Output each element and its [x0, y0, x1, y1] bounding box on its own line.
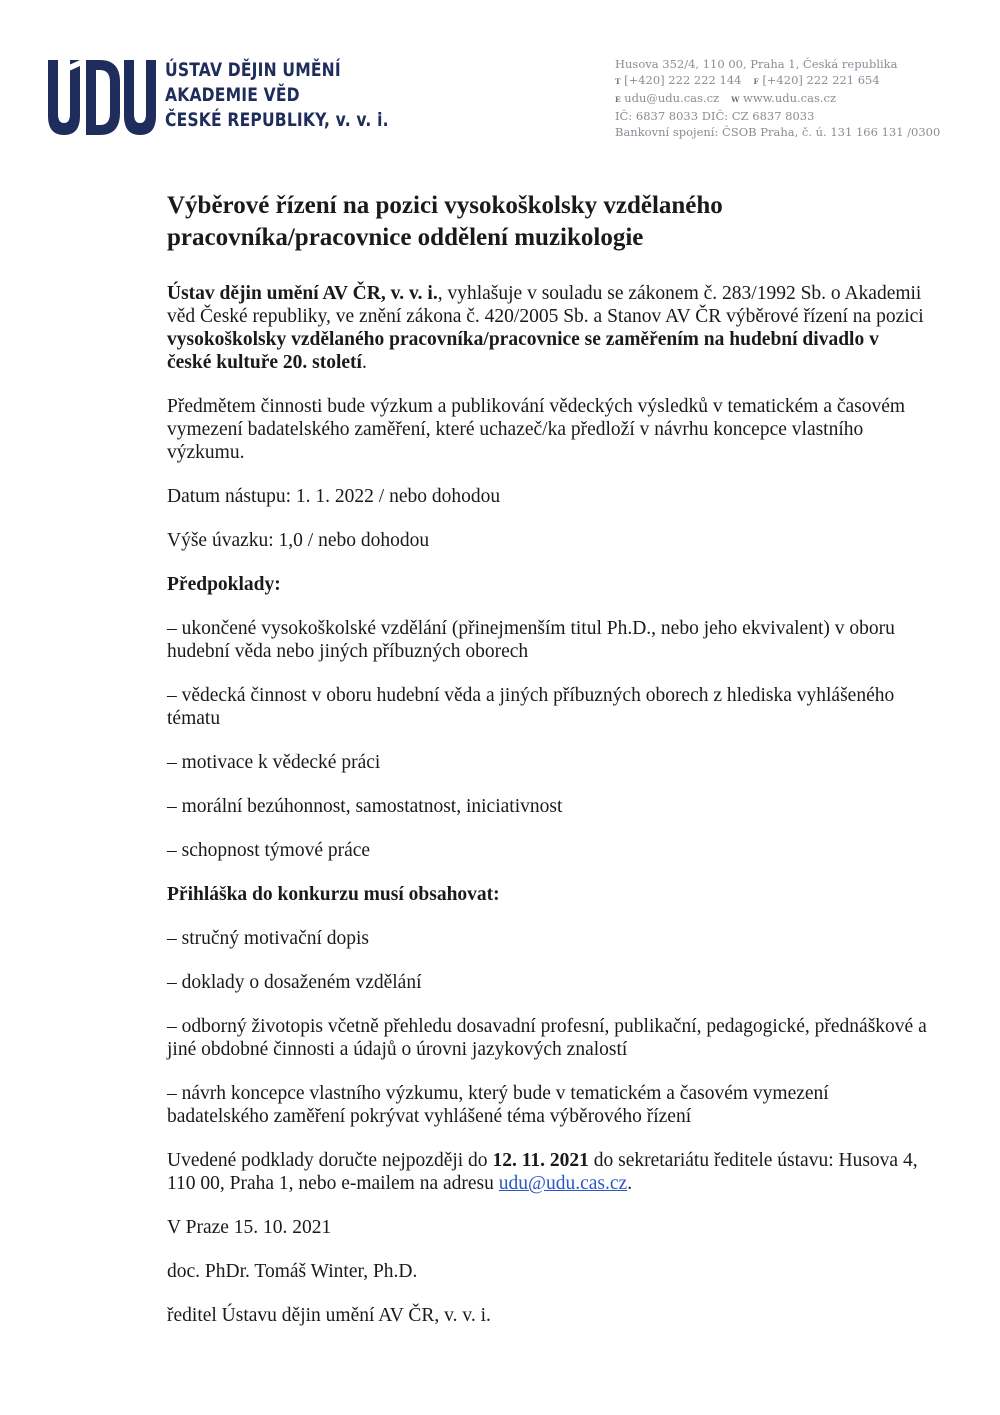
place-date: V Praze 15. 10. 2021 — [167, 1217, 332, 1238]
fax-number: [+420] 222 221 654 — [762, 73, 880, 87]
address: Husova 352/4, 110 00, Praha 1, Česká republika — [615, 57, 898, 71]
logo-line-1: ÚSTAV DĚJIN UMĚNÍ — [165, 59, 341, 81]
letterhead — [0, 0, 1000, 150]
deadline-date: 12. 11. 2021 — [492, 1150, 589, 1171]
intro-text-1: , vyhlašuje v souladu se zákonem č. 283/1992 Sb. o Akademii věd České republiky, ve znění zákona č. 420/2005 Sb. a Stanov AV ČR výběrové řízení na pozici — [167, 283, 924, 327]
requirement-item: – morální bezúhonnost, samostatnost, iniciativnost — [167, 796, 563, 817]
tel-number: [+420] 222 222 144 — [624, 73, 742, 87]
start-date: Datum nástupu: 1. 1. 2022 / nebo dohodou — [167, 486, 501, 507]
requirement-item: – ukončené vysokoškolské vzdělání (přinejmenším titul Ph.D., nebo jeho ekvivalent) v oboru hudební věda nebo jiných příbuzných oborech — [167, 618, 895, 662]
udu-logo-icon — [48, 60, 156, 135]
requirement-item: – motivace k vědecké práci — [167, 752, 381, 773]
application-item: – stručný motivační dopis — [167, 928, 370, 949]
application-heading: Přihláška do konkurzu musí obsahovat: — [167, 884, 500, 905]
institution-name — [165, 58, 389, 133]
email-link[interactable]: udu@udu.cas.cz — [498, 1173, 628, 1194]
fax-key: F — [753, 77, 760, 86]
workload: Výše úvazku: 1,0 / nebo dohodou — [167, 530, 430, 551]
subject-paragraph: Předmětem činnosti bude výzkum a publikování vědeckých výsledků v tematickém a časovém vymezení badatelského zaměření, které uchazeč/ka předloží v návrhu koncepce vlastního výzkumu. — [167, 396, 906, 463]
signature-role: ředitel Ústavu dějin umění AV ČR, v. v. i. — [167, 1305, 491, 1326]
tel-key: T — [615, 77, 622, 86]
web-key: W — [731, 95, 741, 104]
phone-line — [615, 72, 940, 90]
header-web[interactable]: www.udu.cas.cz — [743, 91, 837, 105]
intro-org: Ústav dějin umění AV ČR, v. v. i. — [167, 283, 438, 304]
contact-block — [615, 56, 940, 140]
tax-ids: IČ: 6837 8033 DIČ: CZ 6837 8033 — [615, 109, 815, 123]
intro-position: vysokoškolsky vzdělaného pracovníka/pracovnice se zaměřením na hudební divadlo v české kultuře 20. století — [167, 329, 879, 373]
bank-info: Bankovní spojení: ČSOB Praha, č. ú. 131 166 131 /0300 — [615, 125, 941, 139]
email-key: E — [615, 95, 622, 104]
deadline-paragraph — [167, 1149, 927, 1195]
requirements-heading: Předpoklady: — [167, 574, 281, 595]
header-email[interactable]: udu@udu.cas.cz — [624, 91, 720, 105]
intro-paragraph — [167, 282, 927, 374]
application-item: – návrh koncepce vlastního výzkumu, který bude v tematickém a časovém vymezení badatelského zaměření pokrývat vyhlášené téma výběrového řízení — [167, 1083, 829, 1127]
deadline-text-3: . — [627, 1173, 633, 1194]
intro-text-2: . — [361, 352, 367, 373]
document-title: Výběrové řízení na pozici vysokoškolsky vzdělaného pracovníka/pracovnice oddělení muzikologie — [167, 192, 723, 251]
requirement-item: – schopnost týmové práce — [167, 840, 371, 861]
signature-name: doc. PhDr. Tomáš Winter, Ph.D. — [167, 1261, 418, 1282]
web-line — [615, 90, 940, 108]
requirement-item: – vědecká činnost v oboru hudební věda a jiných příbuzných oborech z hlediska vyhlášeného tématu — [167, 685, 895, 729]
document-body — [167, 190, 927, 1348]
logo-line-2: AKADEMIE VĚD — [165, 84, 300, 106]
deadline-text-2: do sekretariátu ředitele ústavu: Husova 4, 110 00, Praha 1, nebo e-mailem na adresu — [167, 1150, 918, 1194]
deadline-text-1: Uvedené podklady doručte nejpozději do — [167, 1150, 493, 1171]
application-item: – odborný životopis včetně přehledu dosavadní profesní, publikační, pedagogické, přednáškové a jiné obdobné činnosti a údajů o úrovni jazykových znalostí — [167, 1016, 927, 1060]
application-item: – doklady o dosaženém vzdělání — [167, 972, 422, 993]
logo-line-3: ČESKÉ REPUBLIKY, v. v. i. — [165, 109, 389, 131]
